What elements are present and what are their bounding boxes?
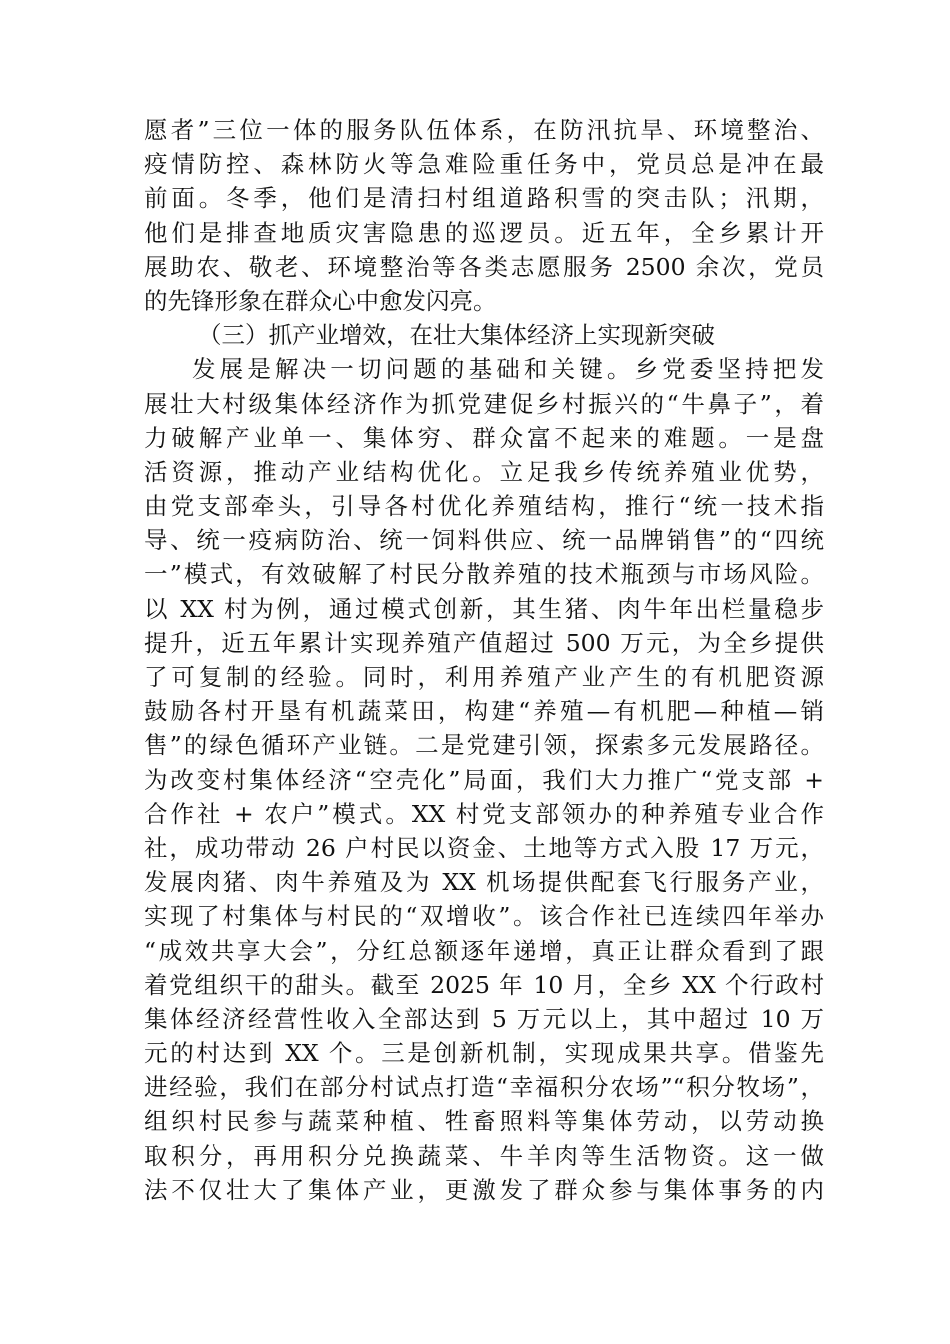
text-line: 社，成功带动 26 户村民以资金、土地等方式入股 17 万元， <box>144 833 824 862</box>
text-line: 他们是排查地质灾害隐患的巡逻员。近五年，全乡累计开 <box>144 218 824 247</box>
text-line: 力破解产业单一、集体穷、群众富不起来的难题。一是盘 <box>144 423 824 452</box>
text-line: 的先锋形象在群众心中愈发闪亮。 <box>144 286 497 315</box>
text-line: 以 XX 村为例，通过模式创新，其生猪、肉牛年出栏量稳步 <box>144 594 824 623</box>
text-line: 展助农、敬老、环境整治等各类志愿服务 2500 余次，党员 <box>144 252 824 281</box>
text-line: 集体经济经营性收入全部达到 5 万元以上，其中超过 10 万 <box>144 1004 824 1033</box>
text-line: 元的村达到 XX 个。三是创新机制，实现成果共享。借鉴先 <box>144 1039 824 1068</box>
text-line: 前面。冬季，他们是清扫村组道路积雪的突击队；汛期， <box>144 184 824 213</box>
text-line: 提升，近五年累计实现养殖产值超过 500 万元，为全乡提供 <box>144 628 824 657</box>
text-line: 着党组织干的甜头。截至 2025 年 10 月，全乡 XX 个行政村 <box>144 970 824 999</box>
text-line: 发展是解决一切问题的基础和关键。乡党委坚持把发 <box>192 355 824 384</box>
text-line: 为改变村集体经济“空壳化”局面，我们大力推广“党支部 + <box>144 765 824 794</box>
text-line: 实现了村集体与村民的“双增收”。该合作社已连续四年举办 <box>144 902 824 931</box>
text-line: 愿者”三位一体的服务队伍体系，在防汛抗旱、环境整治、 <box>144 116 824 144</box>
text-line: 法不仅壮大了集体产业，更激发了群众参与集体事务的内 <box>144 1175 824 1204</box>
text-line: 导、统一疫病防治、统一饲料供应、统一品牌销售”的“四统 <box>144 526 824 555</box>
text-line: 疫情防控、森林防火等急难险重任务中，党员总是冲在最 <box>144 150 824 179</box>
text-line: 进经验，我们在部分村试点打造“幸福积分农场”“积分牧场”， <box>144 1073 824 1102</box>
text-line: 活资源，推动产业结构优化。立足我乡传统养殖业优势， <box>144 457 824 486</box>
section-heading: （三）抓产业增效，在壮大集体经济上实现新突破 <box>198 321 715 350</box>
text-line: 了可复制的经验。同时，利用养殖产业产生的有机肥资源 <box>144 663 824 691</box>
text-line: 一”模式，有效破解了村民分散养殖的技术瓶颈与市场风险。 <box>144 560 824 589</box>
body-text <box>144 113 824 1207</box>
text-line: 发展肉猪、肉牛养殖及为 XX 机场提供配套飞行服务产业， <box>144 868 824 897</box>
text-line: 售”的绿色循环产业链。二是党建引领，探索多元发展路径。 <box>144 731 824 760</box>
text-line: 组织村民参与蔬菜种植、牲畜照料等集体劳动，以劳动换 <box>144 1107 824 1136</box>
text-line: 由党支部牵头，引导各村优化养殖结构，推行“统一技术指 <box>144 492 824 521</box>
text-line: 取积分，再用积分兑换蔬菜、牛羊肉等生活物资。这一做 <box>144 1141 824 1170</box>
text-line: 合作社 + 农户”模式。XX 村党支部领办的种养殖专业合作 <box>144 799 824 828</box>
text-line: “成效共享大会”，分红总额逐年递增，真正让群众看到了跟 <box>144 936 824 965</box>
text-line: 鼓励各村开垦有机蔬菜田，构建“养殖—有机肥—种植—销 <box>144 697 824 726</box>
text-line: 展壮大村级集体经济作为抓党建促乡村振兴的“牛鼻子”，着 <box>144 389 824 418</box>
